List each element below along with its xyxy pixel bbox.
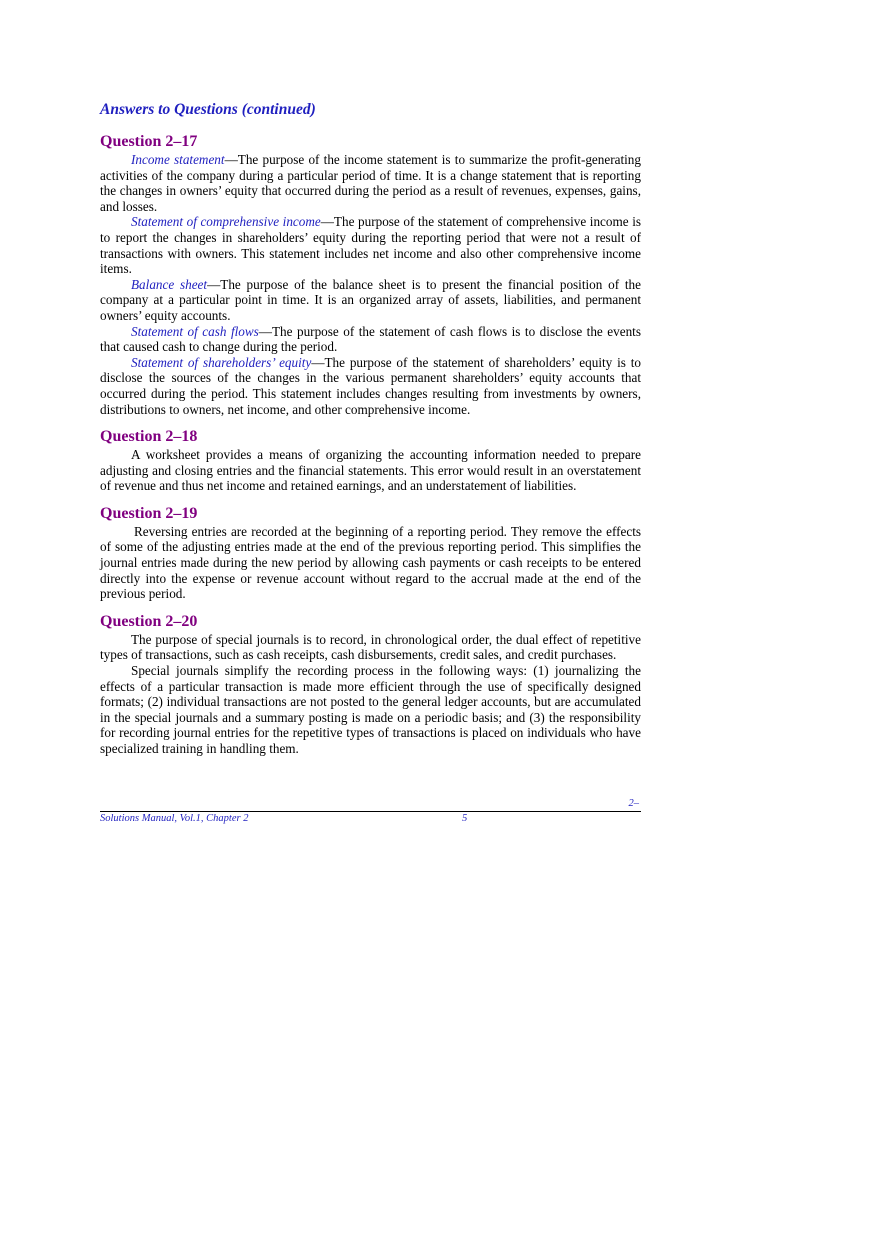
footer-page-prefix: 2– (628, 798, 639, 809)
section-heading: Answers to Questions (continued) (100, 101, 316, 118)
question-title: Question 2–18 (100, 428, 198, 446)
term: Statement of comprehensive income (131, 214, 321, 230)
question-block-2-17 (100, 132, 641, 417)
question-block-2-20 (100, 612, 641, 757)
paragraph-text: —The purpose of the income statement is to summarize the profit-generating activities of the company during a particular period of time. It is a change statement that is reporting the changes in owners’ equity that occurred during the period as a result of revenues, expenses, gains, and losses. (100, 152, 641, 214)
paragraph (100, 214, 641, 276)
document-page (100, 100, 641, 757)
footer-page-number: 5 (462, 813, 468, 824)
question-block-2-18 (100, 427, 641, 494)
paragraph (100, 324, 641, 355)
term: Statement of shareholders’ equity (131, 354, 312, 370)
question-title: Question 2–17 (100, 133, 198, 150)
question-block-2-19 (100, 504, 641, 602)
term: Statement of cash flows (131, 323, 259, 339)
paragraph: A worksheet provides a means of organizing the accounting information needed to prepare adjusting and closing entries and the financial statements. This error would result in an overstatement of revenue and thus net income and retained earnings, and an understatement of liabilities. (100, 447, 641, 494)
term: Balance sheet (131, 276, 208, 292)
paragraph-text: —The purpose of the statement of cash flows is to disclose the events that caused cash to change during the period. (100, 323, 641, 355)
question-title: Question 2–20 (100, 612, 198, 630)
paragraph (100, 277, 641, 324)
footer-divider (100, 811, 641, 812)
paragraph: Reversing entries are recorded at the beginning of a reporting period. They remove the effects of some of the adjusting entries made at the end of the previous reporting period. This simplifies the journal entries made during the new period by allowing cash payments or cash receipts to be entered directly into the expense or revenue account without regard to the accrual made at the end of the previous period. (100, 523, 641, 602)
paragraph (100, 152, 641, 214)
term: Income statement (131, 152, 225, 167)
paragraph-text: —The purpose of the statement of shareholders’ equity is to disclose the sources of the changes in the various permanent shareholders’ equity accounts that occurred during the period. This statement includes changes resulting from investments by owners, distributions to owners, net income, and other comprehensive income. (100, 354, 641, 417)
paragraph: The purpose of special journals is to record, in chronological order, the dual effect of repetitive types of transactions, such as cash receipts, cash disbursements, credit sales, and credit purchases. (100, 631, 641, 663)
paragraph-text: —The purpose of the statement of comprehensive income is to report the changes in shareholders’ equity during the reporting period that were not a result of transactions with owners. This statement includes net income and also other comprehensive income items. (100, 214, 641, 277)
footer-source-label: Solutions Manual, Vol.1, Chapter 2 (100, 813, 249, 824)
paragraph: Special journals simplify the recording process in the following ways: (1) journalizing the effects of a particular transaction is made more efficient through the use of specifically designed formats; (2) individual transactions are not posted to the general ledger accounts, but are accumulated in the special journals and a summary posting is made on a periodic basis; and (3) the responsibility for recording journal entries for the repetitive types of transactions is placed on individuals who have specialized training in handling them. (100, 663, 641, 756)
paragraph (100, 355, 641, 417)
paragraph-text: —The purpose of the balance sheet is to present the financial position of the company at a particular point in time. It is an organized array of assets, liabilities, and permanent owners’ equity accounts. (100, 276, 641, 323)
question-title: Question 2–19 (100, 504, 198, 522)
